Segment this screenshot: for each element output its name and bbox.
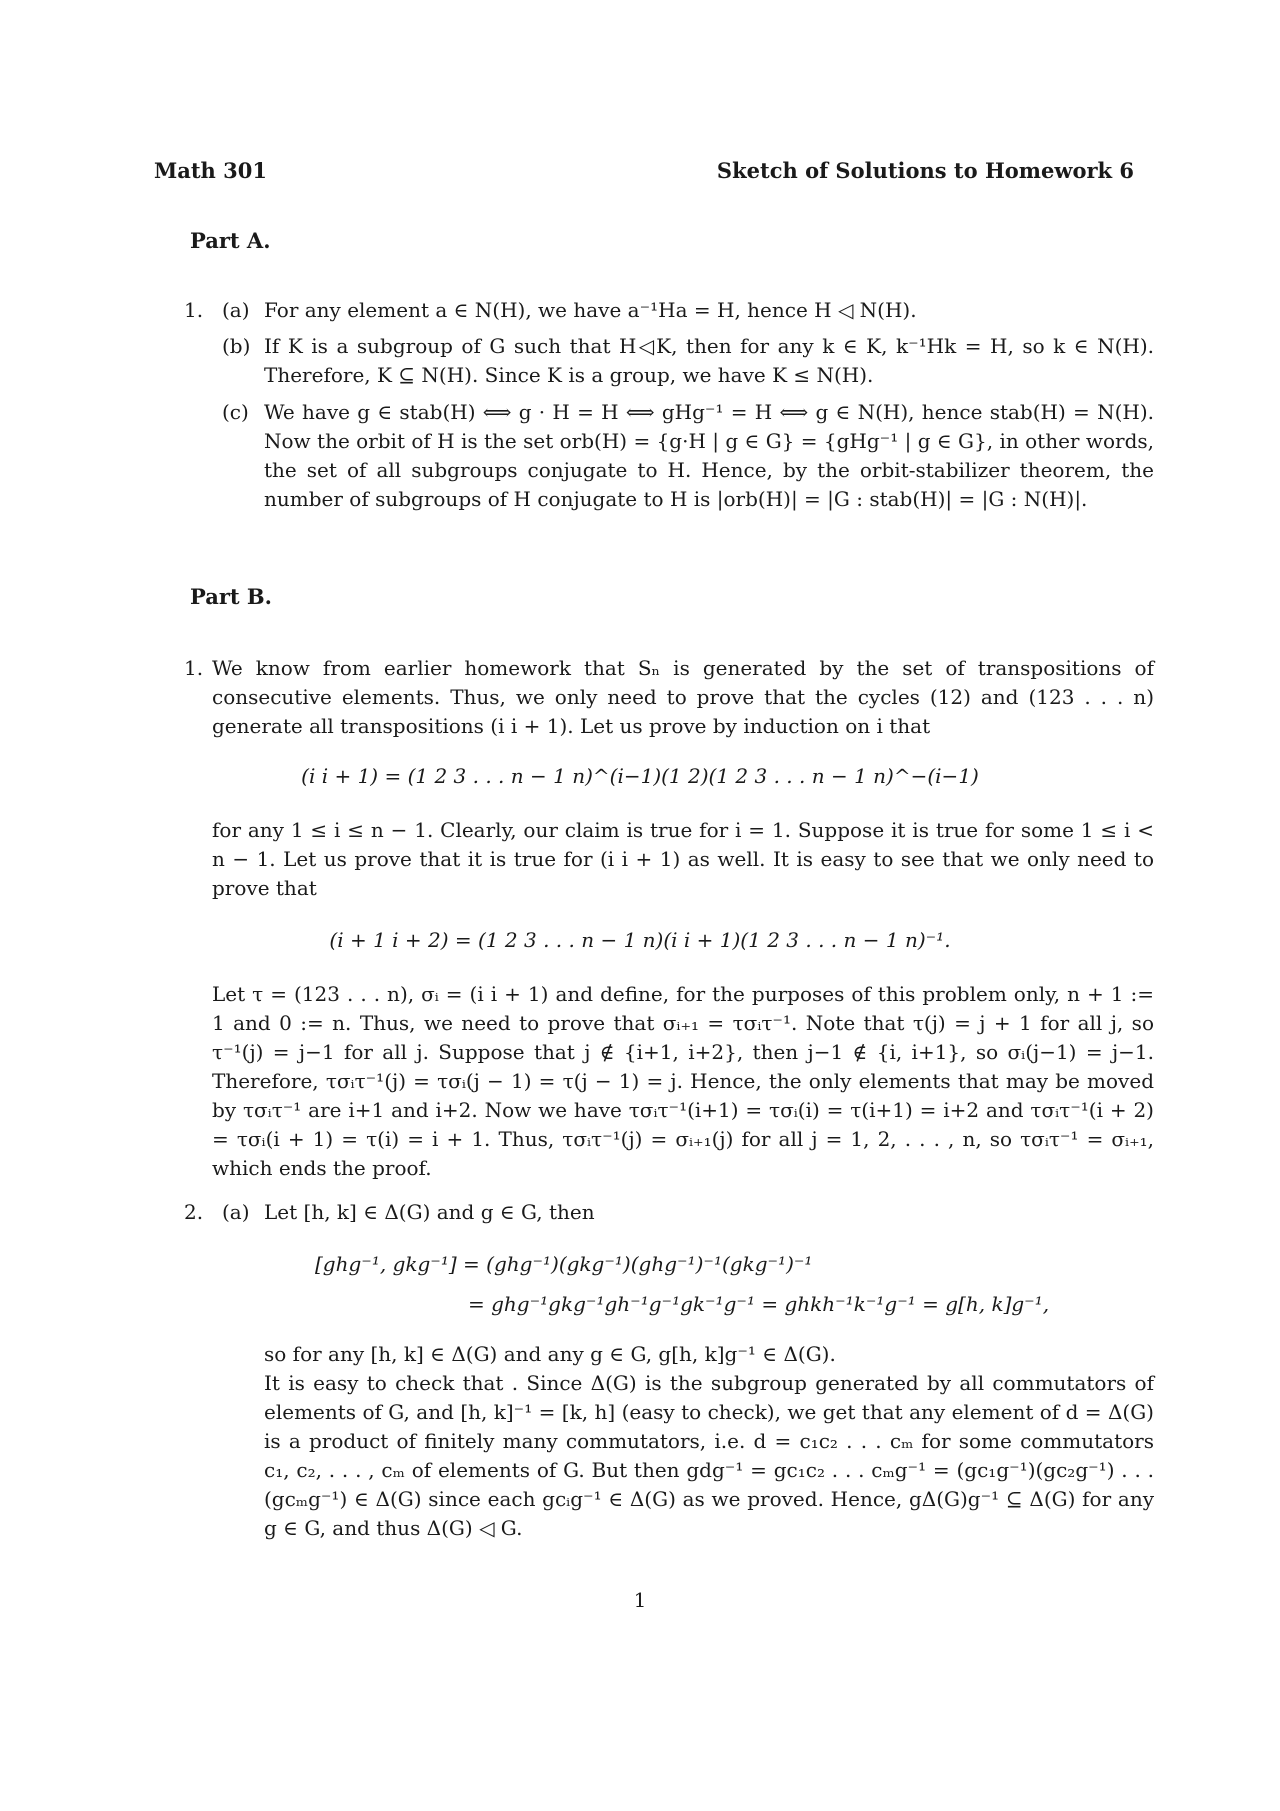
item-number: 1.	[184, 656, 204, 680]
course-name: Math 301	[154, 158, 267, 183]
equation-2: (i + 1 i + 2) = (1 2 3 . . . n − 1 n)(i i + 1)(1 2 3 . . . n − 1 n)⁻¹.	[329, 928, 951, 952]
subitem-label: (c)	[222, 400, 249, 424]
document-title: Sketch of Solutions to Homework 6	[716, 158, 1134, 183]
part-a-1a-text: For any element a ∈ N(H), we have a⁻¹Ha = H, hence H ◁ N(H).	[264, 298, 917, 322]
part-a-heading: Part A.	[190, 228, 271, 253]
equation-1: (i i + 1) = (1 2 3 . . . n − 1 n)^(i−1)(1 2)(1 2 3 . . . n − 1 n)^−(i−1)	[301, 764, 979, 788]
part-a-1b-text: If K is a subgroup of G such that H◁K, then for any k ∈ K, k⁻¹Hk = H, so k ∈ N(H). Therefore, K ⊆ N(H). Since K is a group, we have K ≤ N(H).	[264, 334, 1154, 387]
page-number: 1	[633, 1588, 647, 1612]
part-a-1c-text: We have g ∈ stab(H) ⟺ g · H = H ⟺ gHg⁻¹ = H ⟺ g ∈ N(H), hence stab(H) = N(H). Now the orbit of H is the set orb(H) = {g·H | g ∈ G} = {gHg⁻¹ | g ∈ G}, in other words, the set of all subgroups conjugate to H. Hence, by the orbit-stabilizer theorem, the number of subgroups of H conjugate to H is |orb(H)| = |G : stab(H)| = |G : N(H)|.	[264, 400, 1154, 511]
equation-3-line-2: = ghg⁻¹gkg⁻¹gh⁻¹g⁻¹gk⁻¹g⁻¹ = ghkh⁻¹k⁻¹g⁻¹ = g[h, k]g⁻¹,	[468, 1292, 1050, 1316]
item-number: 2.	[184, 1200, 204, 1224]
part-b-2a-conclusion: so for any [h, k] ∈ Δ(G) and any g ∈ G, g[h, k]g⁻¹ ∈ Δ(G).	[264, 1342, 836, 1366]
subitem-label: (a)	[222, 298, 250, 322]
subitem-label: (b)	[222, 334, 251, 358]
part-b-1-proof: Let τ = (123 . . . n), σᵢ = (i i + 1) and define, for the purposes of this problem only, n + 1 := 1 and 0 := n. Thus, we need to prove that σᵢ₊₁ = τσᵢτ⁻¹. Note that τ(j) = j + 1 for all j, so τ⁻¹(j) = j−1 for all j. Suppose that j ∉ {i+1, i+2}, then j−1 ∉ {i, i+1}, so σᵢ(j−1) = j−1. Therefore, τσᵢτ⁻¹(j) = τσᵢ(j − 1) = τ(j − 1) = j. Hence, the only elements that may be moved by τσᵢτ⁻¹ are i+1 and i+2. Now we have τσᵢτ⁻¹(i+1) = τσᵢ(i) = τ(i+1) = i+2 and τσᵢτ⁻¹(i + 2) = τσᵢ(i + 1) = τ(i) = i + 1. Thus, τσᵢτ⁻¹(j) = σᵢ₊₁(j) for all j = 1, 2, . . . , n, so τσᵢτ⁻¹ = σᵢ₊₁, which ends the proof.	[212, 982, 1154, 1180]
part-b-heading: Part B.	[190, 584, 272, 609]
part-b-2a-intro: Let [h, k] ∈ Δ(G) and g ∈ G, then	[264, 1200, 595, 1224]
part-b-1-intro: We know from earlier homework that Sₙ is generated by the set of transpositions of consecutive elements. Thus, we only need to prove that the cycles (12) and (123 . . . n) generate all transpositions (i i + 1). Let us prove by induction on i that	[212, 656, 1154, 738]
item-number: 1.	[184, 298, 204, 322]
part-b-1-paragraph-2: for any 1 ≤ i ≤ n − 1. Clearly, our claim is true for i = 1. Suppose it is true for some 1 ≤ i < n − 1. Let us prove that it is true for (i i + 1) as well. It is easy to see that we only need to prove that	[212, 818, 1154, 900]
subitem-label: (a)	[222, 1200, 250, 1224]
equation-3-line-1: [ghg⁻¹, gkg⁻¹] = (ghg⁻¹)(gkg⁻¹)(ghg⁻¹)⁻¹(gkg⁻¹)⁻¹	[315, 1252, 813, 1276]
part-b-2a-proof: It is easy to check that . Since Δ(G) is the subgroup generated by all commutators of elements of G, and [h, k]⁻¹ = [k, h] (easy to check), we get that any element of d = Δ(G) is a product of finitely many commutators, i.e. d = c₁c₂ . . . cₘ for some commutators c₁, c₂, . . . , cₘ of elements of G. But then gdg⁻¹ = gc₁c₂ . . . cₘg⁻¹ = (gc₁g⁻¹)(gc₂g⁻¹) . . . (gcₘg⁻¹) ∈ Δ(G) since each gcᵢg⁻¹ ∈ Δ(G) as we proved. Hence, gΔ(G)g⁻¹ ⊆ Δ(G) for any g ∈ G, and thus Δ(G) ◁ G.	[264, 1371, 1154, 1540]
